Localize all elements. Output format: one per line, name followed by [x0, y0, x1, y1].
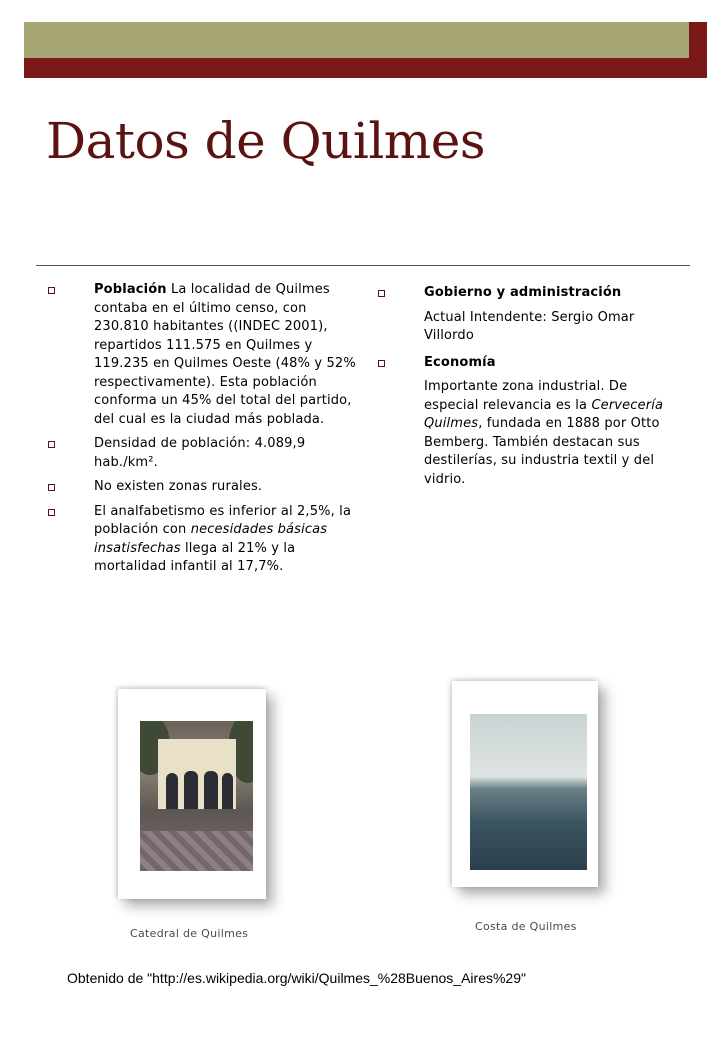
arch-window [222, 773, 233, 809]
rurales-text: No existen zonas rurales. [94, 479, 263, 494]
arch-window [204, 771, 218, 809]
economia-text-before: Importante zona industrial. De especial relevancia es la [424, 379, 628, 413]
hollow-square-icon [48, 484, 55, 491]
costa-photo [470, 714, 587, 870]
costa-caption: Costa de Quilmes [475, 920, 577, 933]
poblacion-text: La localidad de Quilmes contaba en el último censo, con 230.810 habitantes ((INDEC 2001), repartidos 111.575 en Quilmes y 119.235 en Quilmes Oeste (48% y 52% respectivamente). Esta población conforma un 45% del total del partido, del cual es la ciudad más poblada. [94, 282, 356, 427]
list-item-densidad [44, 435, 356, 472]
header-bar [24, 22, 689, 58]
gobierno-text: Actual Intendente: Sergio Omar Villordo [424, 309, 635, 343]
poblacion-heading: Población [94, 282, 167, 297]
plaza-floor [140, 831, 253, 871]
left-column [44, 281, 356, 577]
analfabetismo-italic: necesidades básicas insatisfechas [94, 522, 328, 556]
gobierno-heading: Gobierno y administración [424, 285, 622, 300]
arch-window [166, 773, 178, 809]
hollow-square-icon [48, 509, 55, 516]
photo-card-catedral [118, 689, 266, 899]
list-item-rurales [44, 478, 356, 497]
photo-card-costa [452, 681, 598, 887]
hollow-square-icon [378, 290, 385, 297]
catedral-photo [140, 721, 253, 871]
hollow-square-icon [48, 441, 55, 448]
economia-heading: Economía [424, 354, 496, 370]
economia-text [374, 378, 674, 489]
list-item-analfabetismo [44, 503, 356, 577]
header-bar-square [689, 22, 707, 58]
list-item-gobierno [374, 284, 674, 303]
densidad-text: Densidad de población: 4.089,9 hab./km². [94, 436, 306, 470]
source-citation: Obtenido de "http://es.wikipedia.org/wiki/Quilmes_%28Buenos_Aires%29" [67, 970, 526, 986]
title-divider [36, 265, 690, 266]
list-item-poblacion [44, 281, 356, 429]
slide-title: Datos de Quilmes [46, 112, 485, 170]
analfabetismo-text-after: llega al 21% y la mortalidad infantil al 17,7%. [94, 540, 296, 574]
hollow-square-icon [378, 360, 385, 367]
economia-text-after: , fundada en 1888 por Otto Bemberg. También destacan sus destilerías, su industria textil y del vidrio. [424, 416, 660, 487]
header-accent-bar [24, 58, 707, 78]
arch-window [184, 771, 198, 809]
hollow-square-icon [48, 287, 55, 294]
list-item-economia [374, 354, 674, 373]
right-column [374, 284, 674, 489]
catedral-caption: Catedral de Quilmes [130, 927, 249, 940]
analfabetismo-text-before: El analfabetismo es inferior al 2,5%, la población con [94, 503, 352, 537]
economia-italic: Cervecería Quilmes [424, 397, 664, 431]
